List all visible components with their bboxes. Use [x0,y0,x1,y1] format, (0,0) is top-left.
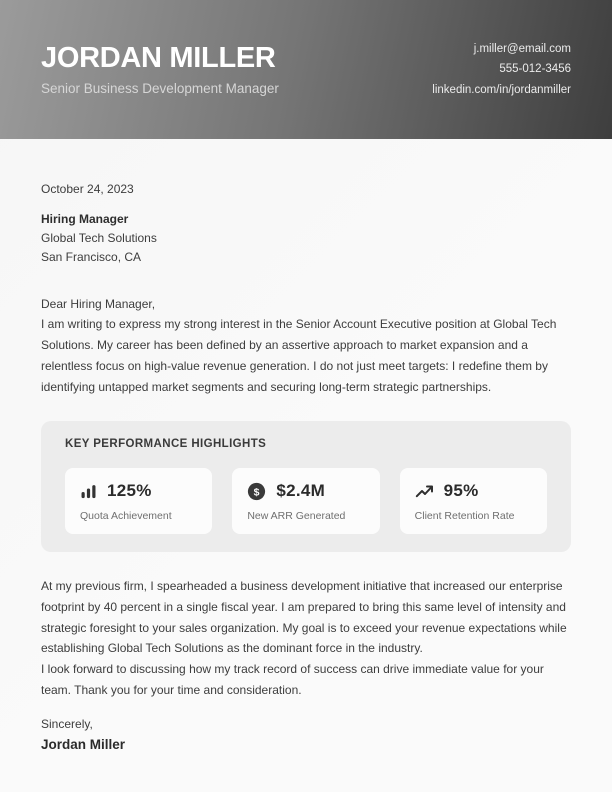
paragraph-close: I look forward to discussing how my track record of success can drive immediate value for your team. Thank you for your time and consideration. [41,662,544,697]
stat-cards-row [65,468,547,534]
stat-row [247,480,364,502]
stat-row [80,480,197,502]
highlights-title: KEY PERFORMANCE HIGHLIGHTS [65,438,267,451]
letter-header [0,0,612,139]
stat-card-arr [232,468,379,534]
closing-block [41,714,571,754]
stat-value: 125% [107,480,152,500]
contact-block [432,39,571,101]
trend-up-icon [415,483,434,500]
intro-paragraph-block [41,294,571,398]
letter-date: October 24, 2023 [41,182,134,196]
stat-row [415,480,532,502]
salutation: Dear Hiring Manager, [41,296,156,311]
experience-paragraph-block [41,576,571,700]
contact-linkedin: linkedin.com/in/jordanmiller [432,83,571,96]
svg-text:$: $ [253,486,260,499]
contact-phone: 555-012-3456 [499,63,571,76]
stat-label: New ARR Generated [247,510,346,523]
closing-word: Sincerely, [41,717,93,732]
letter-body [0,139,612,754]
stat-card-retention [400,468,547,534]
paragraph-intro: I am writing to express my strong interest in the Senior Account Executive position at Global Tech Solutions. My career has been defined by an assertive approach to market expansion and a relentless focus on high-value revenue generation. I do not just meet targets: I redefine them by identifying untapped market segments and securing long-term strategic partnerships. [41,317,557,394]
candidate-name: JORDAN MILLER [41,42,276,74]
paragraph-experience: At my previous firm, I spearheaded a business development initiative that increased our enterprise footprint by 40 percent in a single fiscal year. I am prepared to bring this same level of intensity and strategic foresight to your sales organization. My goal is to exceed your revenue expectations while establishing Global Tech Solutions as the dominant force in the industry. [41,579,567,656]
recipient-block [41,210,571,267]
dollar-icon [247,482,266,501]
recipient-name: Hiring Manager [41,211,129,226]
bar-chart-icon [80,483,97,500]
stat-label: Client Retention Rate [414,510,515,523]
stat-value: 95% [443,480,479,500]
stat-card-quota [65,468,212,534]
candidate-job-title: Senior Business Development Manager [41,81,279,96]
identity-block [41,42,279,97]
recipient-company: Global Tech Solutions [41,230,157,245]
stat-value: $2.4M [276,480,326,500]
contact-email: j.miller@email.com [473,42,571,55]
signature-name: Jordan Miller [41,737,126,753]
key-performance-highlights-box [41,421,571,552]
recipient-location: San Francisco, CA [41,249,142,264]
stat-label: Quota Achievement [80,510,172,523]
